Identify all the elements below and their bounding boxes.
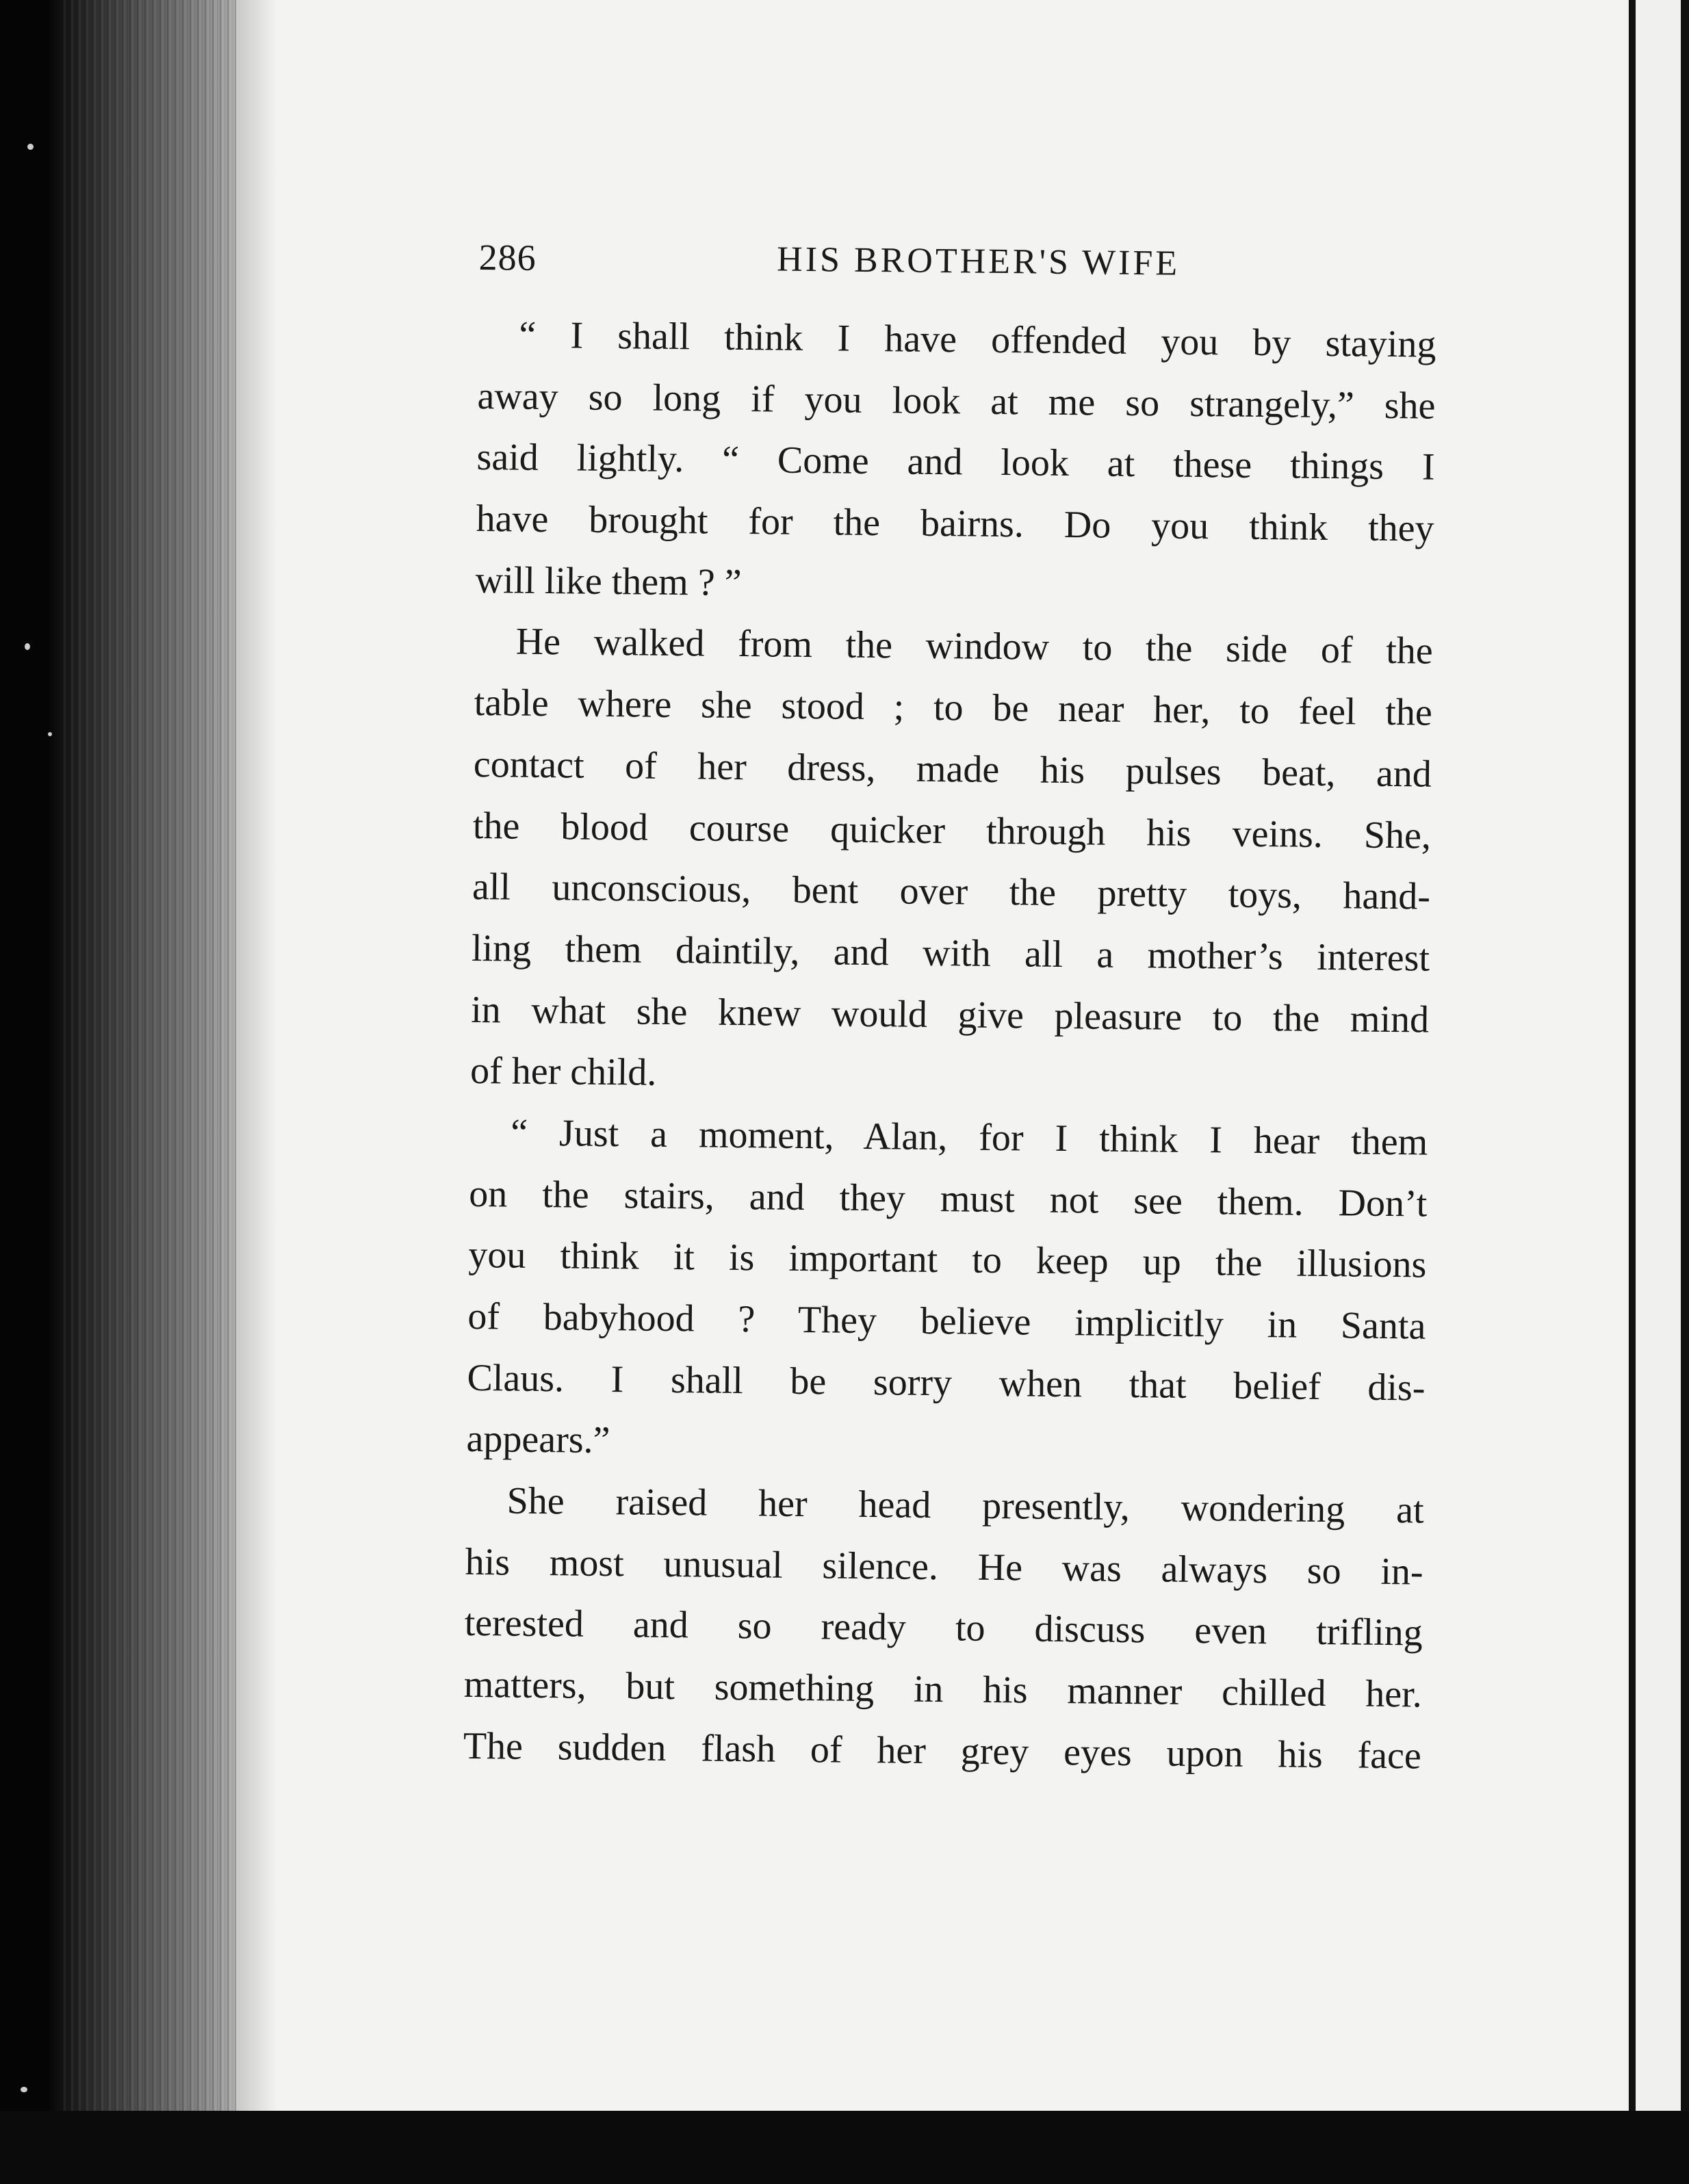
frame-edge-line [1681, 0, 1689, 2184]
text-line: He walked from the window to the side of the [515, 621, 1434, 673]
gutter-speck [27, 144, 34, 150]
text-line: of her child. [469, 1050, 657, 1095]
gutter-speck [21, 2087, 27, 2092]
page-text [463, 236, 1437, 1787]
paragraph [475, 304, 1436, 621]
text-line: Claus. I shall be sorry when that belief dis- [467, 1356, 1426, 1409]
text-line: “ I shall think I have offended you by staying [519, 313, 1436, 366]
text-line: appears.” [466, 1418, 610, 1462]
text-line: She raised her head presently, wondering at [506, 1479, 1424, 1532]
text-line: matters, but something in his manner chilled her. [463, 1663, 1423, 1716]
text-line: in what she knew would give pleasure to the mind [470, 988, 1430, 1041]
text-line: The sudden flash of her grey eyes upon his face [463, 1724, 1422, 1778]
paragraph [466, 1102, 1428, 1481]
text-line: away so long if you look at me so strangely,” she [477, 374, 1436, 428]
paragraph [470, 611, 1433, 1112]
page-number: 286 [478, 236, 537, 278]
text-line: have brought for the bairns. Do you think they [476, 497, 1434, 550]
text-line: all unconscious, bent over the pretty toys, hand- [472, 866, 1431, 918]
text-line: on the stairs, and they must not see them. Don’t [469, 1172, 1428, 1225]
running-head [478, 236, 1437, 308]
next-page-edge [1627, 0, 1689, 2184]
gutter-texture [62, 0, 253, 2184]
text-line: the blood course quicker through his veins. She, [472, 804, 1432, 857]
page-edge-line [1629, 0, 1636, 2121]
paragraph [463, 1470, 1424, 1787]
text-line: “ Just a moment, Alan, for I think I hear them [510, 1111, 1428, 1164]
text-line: his most unusual silence. He was always so in- [465, 1540, 1423, 1594]
running-title: HIS BROTHER'S WIFE [776, 239, 1181, 283]
text-line: contact of her dress, made his pulses beat, and [473, 742, 1432, 796]
text-line: of babyhood ? They believe implicitly in Santa [467, 1295, 1426, 1348]
scan-bottom-border [0, 2111, 1689, 2184]
text-line: said lightly. “ Come and look at these things I [476, 436, 1435, 489]
text-line: you think it is important to keep up the illusions [468, 1234, 1427, 1286]
text-line: table where she stood ; to be near her, to feel the [474, 681, 1433, 734]
text-line: will like them ? ” [475, 558, 742, 604]
gutter-speck [48, 732, 52, 736]
text-line: terested and so ready to discuss even trifling [464, 1602, 1423, 1654]
gutter-speck [25, 643, 30, 650]
text-line: ling them daintily, and with all a mother’s interest [471, 926, 1430, 980]
page-fold-shadow [236, 0, 277, 2111]
